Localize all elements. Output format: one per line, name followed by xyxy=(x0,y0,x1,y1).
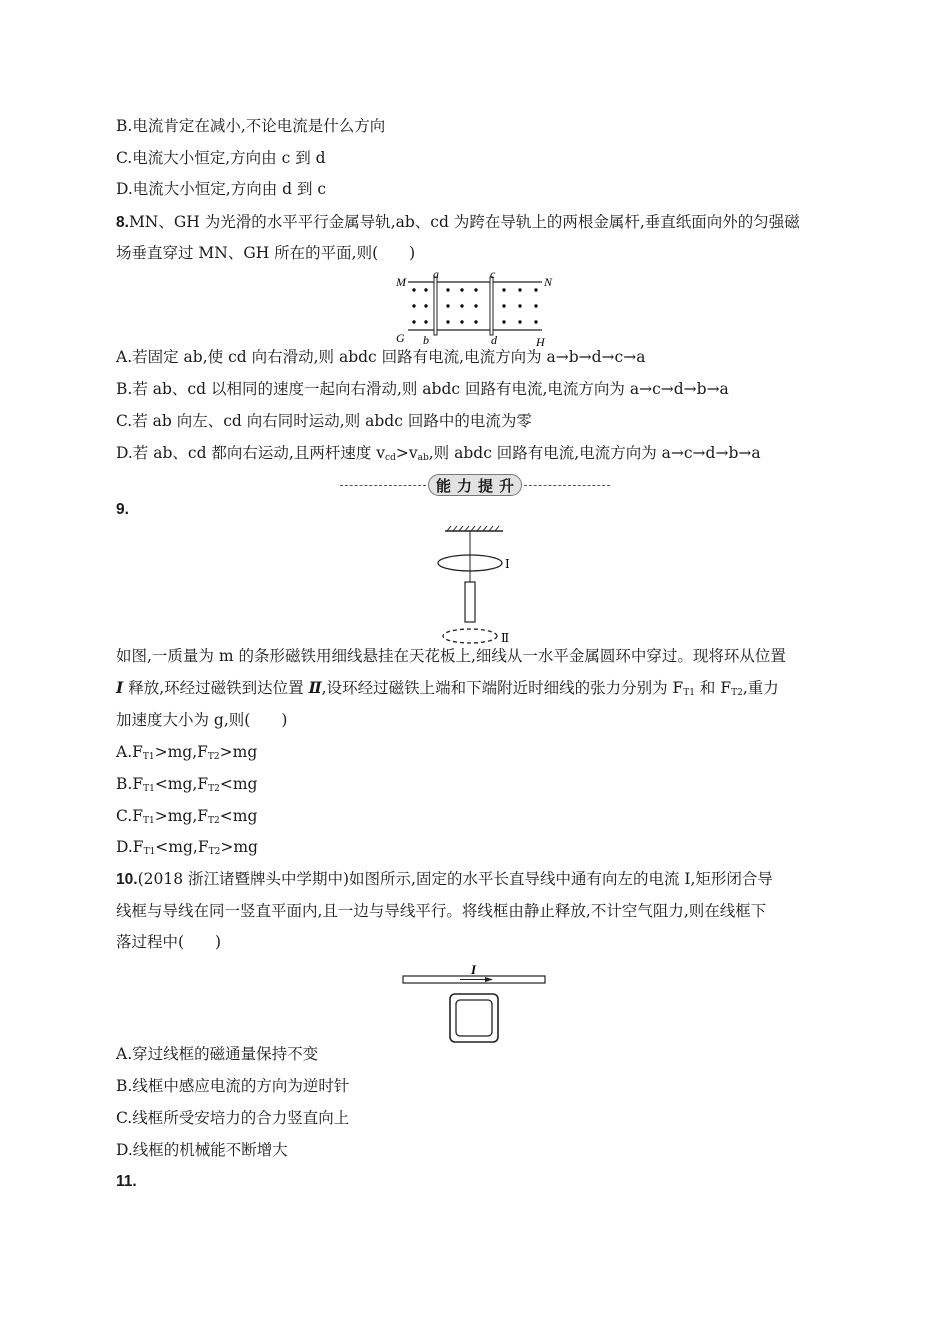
label-current: I xyxy=(471,962,477,977)
field-dot xyxy=(424,304,427,307)
field-dot xyxy=(534,320,537,323)
q9-option-c: $C.F_{T1}>mg,F_{T2}<mg$ xyxy=(116,807,258,826)
field-dot xyxy=(412,320,415,323)
q10-wire-figure xyxy=(400,958,550,1044)
q9-stem-line3: 加速度大小为 g,则( ) xyxy=(116,711,288,729)
label-n: N xyxy=(544,275,553,289)
label-position-1: Ⅰ xyxy=(505,557,510,571)
q10-stem-line3: 落过程中( ) xyxy=(116,933,222,951)
frame-inner xyxy=(456,1000,492,1036)
magnet-ring-diagram xyxy=(425,524,525,648)
field-dot xyxy=(534,304,537,307)
field-dot xyxy=(424,288,427,291)
field-dot xyxy=(474,320,477,323)
label-g: G xyxy=(396,331,405,345)
q7-option-b: B.电流肯定在减小,不论电流是什么方向 xyxy=(116,117,386,135)
q8-option-d: D.若 ab、cd 都向右运动,且两杆速度 $v_{cd}>v_{ab}$,则 abdc 回路有电流,电流方向为 a→c→d→b→a xyxy=(116,444,761,463)
q9-stem-line1: 如图,一质量为 m 的条形磁铁用细线悬挂在天花板上,细线从一水平金属圆环中穿过。现将环从位置 xyxy=(116,647,786,665)
magnetic-field-dots xyxy=(412,288,537,323)
q9-magnet-figure xyxy=(425,524,525,648)
q8-number: 8. xyxy=(116,214,129,231)
field-dot xyxy=(502,288,505,291)
q10-option-b: B.线框中感应电流的方向为逆时针 xyxy=(116,1077,350,1095)
q10-option-c: C.线框所受安培力的合力竖直向上 xyxy=(116,1109,350,1127)
field-dot xyxy=(474,288,477,291)
q10-option-d: D.线框的机械能不断增大 xyxy=(116,1141,288,1159)
q8-rails-figure xyxy=(390,268,560,348)
wire-frame-diagram xyxy=(400,958,550,1044)
banner-rule-left xyxy=(340,485,426,486)
q11-number: 11. xyxy=(116,1173,137,1190)
banner-title: 能力提升 xyxy=(428,474,522,496)
q10-stem-line2: 线框与导线在同一竖直平面内,且一边与导线平行。将线框由静止释放,不计空气阻力,则在线框下 xyxy=(116,902,767,920)
field-dot xyxy=(518,304,521,307)
label-position-2: Ⅱ xyxy=(501,631,510,645)
label-a: a xyxy=(433,268,439,281)
label-b: b xyxy=(423,333,429,347)
rod-cd xyxy=(490,277,493,335)
q8-option-c: C.若 ab 向左、cd 向右同时运动,则 abdc 回路中的电流为零 xyxy=(116,412,532,430)
q9-stem-line2: Ⅰ 释放,环经过磁铁到达位置 Ⅱ,设环经过磁铁上端和下端附近时细线的张力分别为 $F_{T1}$ 和 $F_{T2}$,重力 xyxy=(116,678,779,698)
field-dot xyxy=(460,304,463,307)
rod-ab xyxy=(434,277,437,335)
q8-option-a: A.若固定 ab,使 cd 向右滑动,则 abdc 回路有电流,电流方向为 a→b→d→c→a xyxy=(116,348,646,366)
q8-stem-line1: 8.MN、GH 为光滑的水平平行金属导轨,ab、cd 为跨在导轨上的两根金属杆,垂直纸面向外的匀强磁 xyxy=(116,213,800,231)
field-dot xyxy=(446,288,449,291)
q7-option-c: C.电流大小恒定,方向由 c 到 d xyxy=(116,149,326,167)
q10-option-a: A.穿过线框的磁通量保持不变 xyxy=(116,1045,319,1063)
field-dot xyxy=(518,288,521,291)
q7-option-d: D.电流大小恒定,方向由 d 到 c xyxy=(116,180,327,198)
field-dot xyxy=(412,304,415,307)
field-dot xyxy=(502,304,505,307)
label-m: M xyxy=(396,275,406,289)
field-dot xyxy=(474,304,477,307)
q10-number: 10. xyxy=(116,871,138,888)
field-dot xyxy=(446,304,449,307)
q9-number: 9. xyxy=(116,501,129,518)
field-dot xyxy=(446,320,449,323)
field-dot xyxy=(534,288,537,291)
label-d: d xyxy=(491,333,497,347)
banner-rule-right xyxy=(524,485,610,486)
q9-option-a: $A.F_{T1}>mg,F_{T2}>mg$ xyxy=(116,743,258,762)
field-dot xyxy=(460,288,463,291)
rails-diagram xyxy=(390,268,560,348)
q9-option-b: $B.F_{T1}<mg,F_{T2}<mg$ xyxy=(116,775,258,794)
q10-stem-line1: 10.(2018 浙江诸暨牌头中学期中)如图所示,固定的水平长直导线中通有向左的电流 I,矩形闭合导 xyxy=(116,870,773,888)
bar-magnet xyxy=(465,582,475,622)
field-dot xyxy=(460,320,463,323)
field-dot xyxy=(424,320,427,323)
field-dot xyxy=(412,288,415,291)
ring-position-2 xyxy=(443,629,497,643)
label-c: c xyxy=(490,268,496,281)
label-h: H xyxy=(536,335,545,348)
field-dot xyxy=(518,320,521,323)
q8-stem-line2: 场垂直穿过 MN、GH 所在的平面,则( ) xyxy=(116,244,416,262)
section-banner xyxy=(340,474,610,498)
q9-option-d: $D.F_{T1}<mg,F_{T2}>mg$ xyxy=(116,838,258,857)
field-dot xyxy=(502,320,505,323)
q8-option-b: B.若 ab、cd 以相同的速度一起向右滑动,则 abdc 回路有电流,电流方向为 a→c→d→b→a xyxy=(116,380,729,398)
